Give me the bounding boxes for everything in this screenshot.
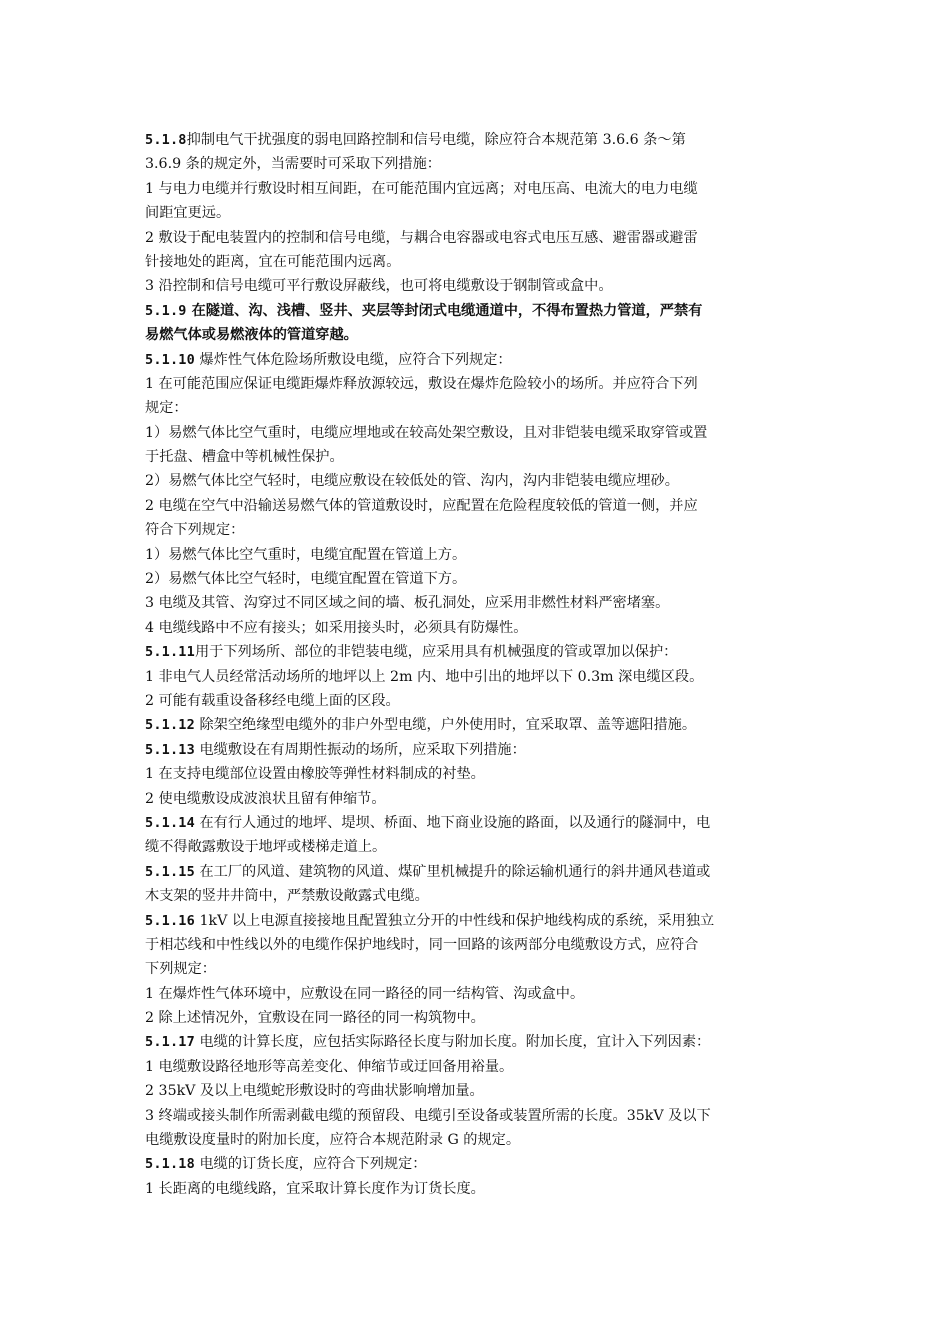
line-text: 符合下列规定： — [145, 522, 245, 539]
clause-number: 5.1.17 — [145, 1034, 195, 1051]
clause-heading-line — [145, 909, 810, 933]
text-line — [145, 616, 810, 640]
document-body — [145, 128, 810, 1201]
line-text: 下列规定： — [145, 961, 216, 978]
line-text: 间距宜更远。 — [145, 205, 231, 222]
clause-number: 5.1.8 — [145, 132, 187, 148]
text-line — [145, 591, 810, 615]
text-line — [145, 445, 810, 469]
text-line — [145, 201, 810, 225]
line-text: 电缆的订货长度，应符合下列规定： — [194, 1156, 427, 1173]
line-text: 4 电缆线路中不应有接头；如采用接头时，必须具有防爆性。 — [145, 619, 528, 636]
text-line — [145, 1128, 810, 1152]
text-line — [145, 469, 810, 493]
line-text: 2）易燃气体比空气轻时，电缆应敷设在较低处的管、沟内，沟内非铠装电缆应埋砂。 — [145, 473, 679, 490]
line-text: 针接地处的距离，宜在可能范围内远离。 — [145, 253, 401, 270]
line-text: 用于下列场所、部位的非铠装电缆，应采用具有机械强度的管或罩加以保护： — [194, 644, 678, 661]
line-text: 2 35kV 及以上电缆蛇形敷设时的弯曲状影响增加量。 — [145, 1083, 484, 1100]
clause-number: 5.1.10 — [145, 351, 195, 368]
text-line — [145, 567, 810, 591]
clause-heading-line — [145, 640, 810, 664]
text-line — [145, 957, 810, 981]
line-text: 3 电缆及其管、沟穿过不同区域之间的墙、板孔洞处，应采用非燃性材料严密堵塞。 — [145, 595, 670, 612]
text-line — [145, 226, 810, 250]
text-line — [145, 835, 810, 859]
line-text: 1 长距离的电缆线路，宜采取计算长度作为订货长度。 — [145, 1180, 485, 1197]
line-text: 木支架的竖井井筒中，严禁敷设敞露式电缆。 — [145, 888, 429, 905]
line-text: 于相芯线和中性线以外的电缆作保护地线时，同一回路的该两部分电缆敷设方式，应符合 — [145, 936, 699, 953]
line-text: 3.6.9 条的规定外，当需要时可采取下列措施： — [145, 156, 441, 173]
line-text: 易燃气体或易燃液体的管道穿越。 — [145, 327, 358, 344]
line-text: 1 在可能范围应保证电缆距爆炸释放源较远，敷设在爆炸危险较小的场所。并应符合下列 — [145, 375, 698, 392]
line-text: 电缆敷设度量时的附加长度，应符合本规范附录 G 的规定。 — [145, 1132, 521, 1149]
clause-number: 5.1.12 — [145, 717, 195, 734]
line-text: 在工厂的风道、建筑物的风道、煤矿里机械提升的除运输机通行的斜井通风巷道或 — [194, 863, 711, 880]
text-line — [145, 494, 810, 518]
text-line — [145, 518, 810, 542]
text-line — [145, 1079, 810, 1103]
text-line — [145, 787, 810, 811]
line-text: 规定： — [145, 400, 188, 417]
line-text: 电缆的计算长度，应包括实际路径长度与附加长度。附加长度，宜计入下列因素： — [194, 1034, 711, 1051]
line-text: 于托盘、槽盒中等机械性保护。 — [145, 449, 344, 466]
clause-heading-line — [145, 811, 810, 835]
clause-number: 5.1.9 — [145, 302, 187, 319]
line-text: 缆不得敞露敷设于地坪或楼梯走道上。 — [145, 839, 387, 856]
text-line — [145, 982, 810, 1006]
clause-heading-line — [145, 128, 810, 152]
text-line — [145, 689, 810, 713]
line-text: 2）易燃气体比空气轻时，电缆宜配置在管道下方。 — [145, 571, 467, 588]
line-text: 2 可能有载重设备移经电缆上面的区段。 — [145, 692, 400, 709]
line-text: 1 与电力电缆并行敷设时相互间距，在可能范围内宜远离；对电压高、电流大的电力电缆 — [145, 180, 698, 197]
line-text: 3 沿控制和信号电缆可平行敷设屏蔽线，也可将电缆敷设于钢制管或盒中。 — [145, 278, 613, 295]
clause-heading-line — [145, 860, 810, 884]
text-line — [145, 665, 810, 689]
line-text: 2 除上述情况外，宜敷设在同一路径的同一构筑物中。 — [145, 1010, 485, 1027]
text-line — [145, 177, 810, 201]
line-text: 2 敷设于配电装置内的控制和信号电缆，与耦合电容器或电容式电压互感、避雷器或避雷 — [145, 229, 698, 246]
clause-number: 5.1.13 — [145, 741, 195, 758]
clause-number: 5.1.16 — [145, 912, 195, 929]
line-text: 2 电缆在空气中沿输送易燃气体的管道敷设时，应配置在危险程度较低的管道一侧，并应 — [145, 497, 698, 514]
line-text: 除架空绝缘型电缆外的非户外型电缆，户外使用时，宜采取罩、盖等遮阳措施。 — [194, 717, 697, 734]
clause-number: 5.1.15 — [145, 863, 195, 880]
clause-heading-line — [145, 713, 810, 737]
text-line — [145, 762, 810, 786]
clause-number: 5.1.14 — [145, 814, 195, 831]
line-text: 在有行人通过的地坪、堤坝、桥面、地下商业设施的路面，以及通行的隧洞中，电 — [194, 814, 711, 831]
text-line — [145, 1104, 810, 1128]
text-line — [145, 1177, 810, 1201]
line-text: 1 在支持电缆部位设置由橡胶等弹性材料制成的衬垫。 — [145, 766, 485, 783]
line-text: 2 使电缆敷设成波浪状且留有伸缩节。 — [145, 790, 386, 807]
line-text: 1 电缆敷设路径地形等高差变化、伸缩节或迂回备用裕量。 — [145, 1058, 514, 1075]
clause-heading-line — [145, 299, 810, 323]
line-text: 1）易燃气体比空气重时，电缆应埋地或在较高处架空敷设，且对非铠装电缆采取穿管或置 — [145, 424, 708, 441]
text-line — [145, 274, 810, 298]
text-line — [145, 323, 810, 347]
text-line — [145, 152, 810, 176]
text-line — [145, 1006, 810, 1030]
clause-number: 5.1.18 — [145, 1156, 195, 1173]
text-line — [145, 421, 810, 445]
text-line — [145, 543, 810, 567]
line-text: 电缆敷设在有周期性振动的场所，应采取下列措施： — [194, 741, 526, 758]
line-text: 1）易燃气体比空气重时，电缆宜配置在管道上方。 — [145, 546, 467, 563]
text-line — [145, 884, 810, 908]
clause-heading-line — [145, 1030, 810, 1054]
line-text: 1 非电气人员经常活动场所的地坪以上 2m 内、地中引出的地坪以下 0.3m 深电缆区段。 — [145, 668, 704, 685]
text-line — [145, 372, 810, 396]
text-line — [145, 1055, 810, 1079]
clause-number: 5.1.11 — [145, 644, 195, 661]
text-line — [145, 250, 810, 274]
clause-heading-line — [145, 738, 810, 762]
clause-heading-line — [145, 348, 810, 372]
line-text: 3 终端或接头制作所需剥截电缆的预留段、电缆引至设备或装置所需的长度。35kV 及以下 — [145, 1107, 711, 1124]
clause-heading-line — [145, 1152, 810, 1176]
line-text: 在隧道、沟、浅槽、竖井、夹层等封闭式电缆通道中，不得布置热力管道，严禁有 — [186, 302, 703, 319]
line-text: 抑制电气干扰强度的弱电回路控制和信号电缆，除应符合本规范第 3.6.6 条～第 — [186, 132, 686, 148]
line-text: 1 在爆炸性气体环境中，应敷设在同一路径的同一结构管、沟或盒中。 — [145, 985, 585, 1002]
line-text: 1kV 以上电源直接接地且配置独立分开的中性线和保护地线构成的系统，采用独立 — [194, 912, 715, 929]
text-line — [145, 396, 810, 420]
text-line — [145, 933, 810, 957]
line-text: 爆炸性气体危险场所敷设电缆，应符合下列规定： — [194, 351, 512, 368]
